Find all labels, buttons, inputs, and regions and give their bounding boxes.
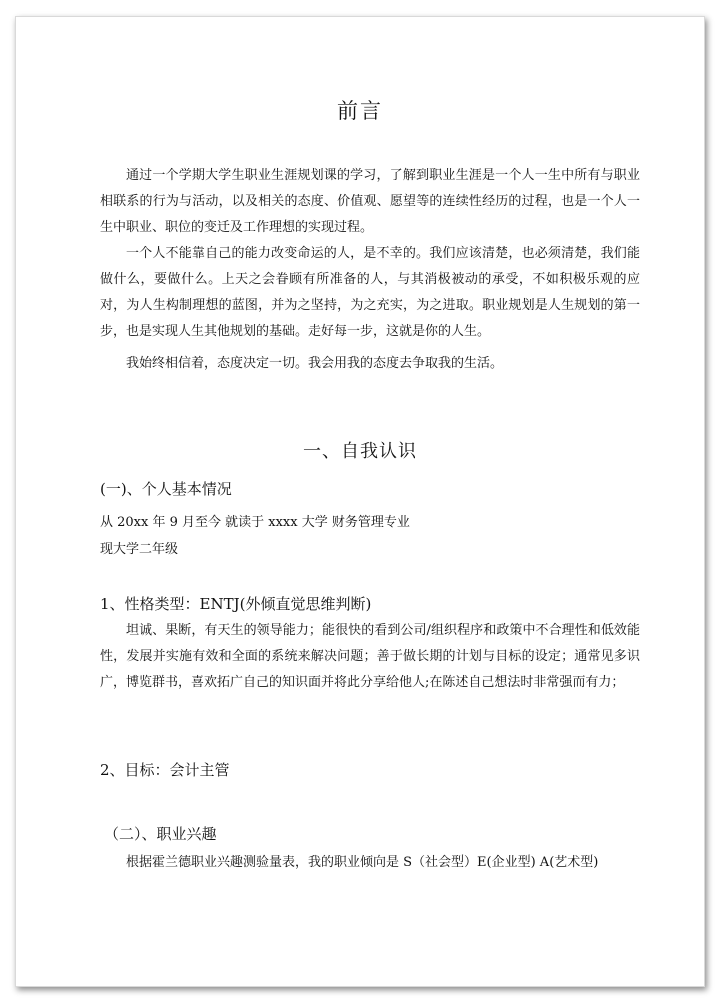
interest-text: 根据霍兰德职业兴趣测验量表，我的职业倾向是 S（社会型）E(企业型) A(艺术型) xyxy=(126,855,599,870)
section-title-self-recognition: 一、自我认识 xyxy=(303,441,417,462)
interest-heading: （二）、职业兴趣 xyxy=(104,825,217,843)
goal-heading: 2、目标：会计主管 xyxy=(100,761,230,779)
document-page xyxy=(15,16,705,987)
basic-info-heading: (一)、个人基本情况 xyxy=(100,480,232,498)
basic-info-line-2: 现大学二年级 xyxy=(100,542,179,557)
preface-paragraph-1: 通过一个学期大学生职业生涯规划课的学习，了解到职业生涯是一个人一生中所有与职业相联系的行为与活动，以及相关的态度、价值观、愿望等的连续性经历的过程，也是一个人一生中职业、职位的变迁及工作理想的实现过程。 xyxy=(100,168,640,235)
preface-title: 前言 xyxy=(337,99,383,123)
basic-info-line-1: 从 20xx 年 9 月至今 就读于 xxxx 大学 财务管理专业 xyxy=(100,515,410,530)
personality-text: 坦诚、果断，有天生的领导能力；能很快的看到公司/组织程序和政策中不合理性和低效能性，发展并实施有效和全面的系统来解决问题；善于做长期的计划与目标的设定；通常见多识广，博览群书，喜欢拓广自己的知识面并将此分享给他人;在陈述自己想法时非常强而有力； xyxy=(100,623,640,690)
personality-heading: 1、性格类型：ENTJ(外倾直觉思维判断) xyxy=(100,595,372,613)
preface-paragraph-2: 一个人不能靠自己的能力改变命运的人，是不幸的。我们应该清楚，也必须清楚，我们能做什么，要做什么。上天之会眷顾有所准备的人，与其消极被动的承受，不如积极乐观的应对，为人生构制理想的蓝图，并为之坚持，为之充实，为之进取。职业规划是人生规划的第一步，也是实现人生其他规划的基础。走好每一步，这就是你的人生。 xyxy=(100,246,640,339)
preface-paragraph-3: 我始终相信着，态度决定一切。我会用我的态度去争取我的生活。 xyxy=(126,356,504,371)
